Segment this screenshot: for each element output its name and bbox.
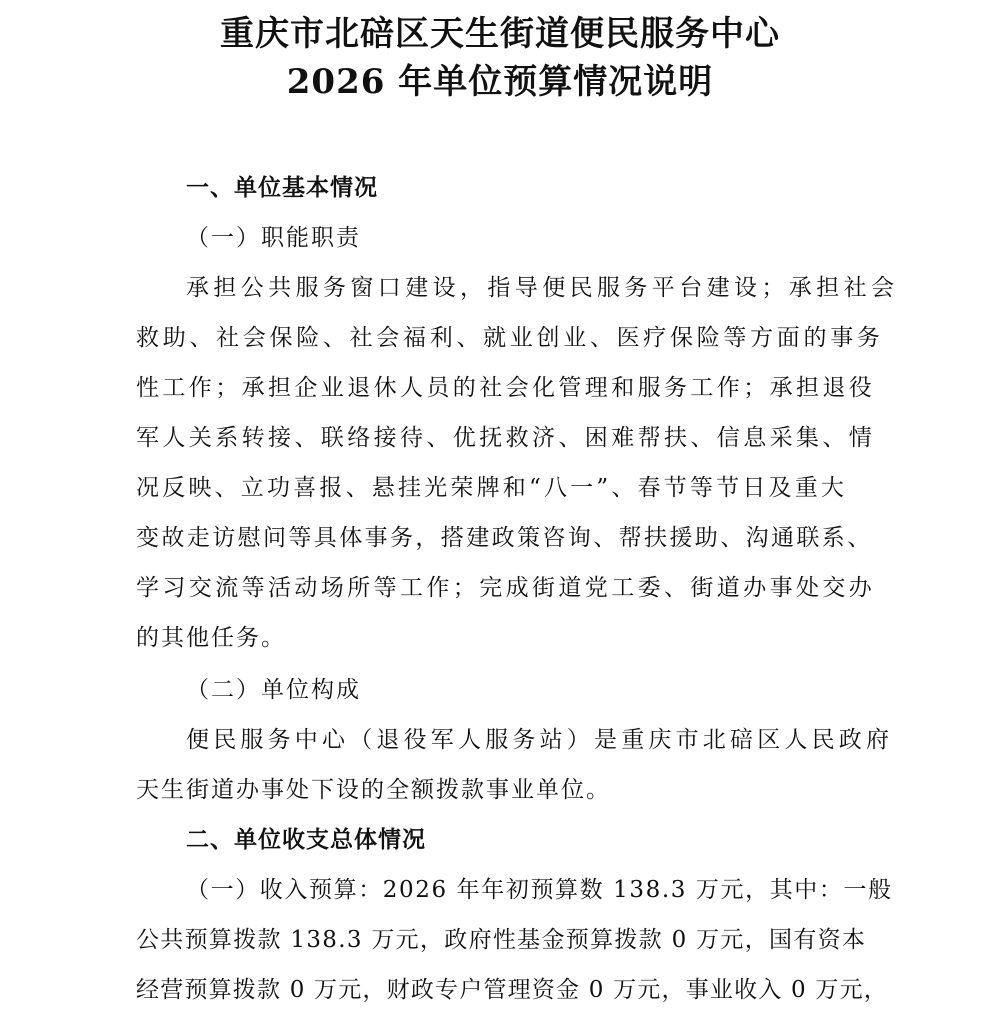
paragraph-line: 况反映、立功喜报、悬挂光荣牌和“八一”、春节等节日及重大 bbox=[136, 475, 848, 501]
paragraph-line: 军人关系转接、联络接待、优抚救济、困难帮扶、信息采集、情 bbox=[136, 425, 876, 451]
paragraph-line: 承担公共服务窗口建设，指导便民服务平台建设；承担社会 bbox=[186, 275, 899, 301]
document-title-line-1: 重庆市北碚区天生街道便民服务中心 bbox=[220, 14, 780, 54]
section-2-heading: 二、单位收支总体情况 bbox=[186, 826, 426, 853]
paragraph-line: 经营预算拨款 0 万元，财政专户管理资金 0 万元，事业收入 0 万元， bbox=[136, 977, 888, 1003]
section-1-2-heading: （二）单位构成 bbox=[186, 677, 361, 703]
document-title-line-2: 2026 年单位预算情况说明 bbox=[286, 62, 714, 102]
paragraph-line: 变故走访慰问等具体事务，搭建政策咨询、帮扶援助、沟通联系、 bbox=[136, 525, 873, 551]
paragraph-line: 的其他任务。 bbox=[136, 625, 286, 651]
paragraph-line: 性工作；承担企业退休人员的社会化管理和服务工作；承担退役 bbox=[136, 375, 876, 401]
paragraph-line: 天生街道办事处下设的全额拨款事业单位。 bbox=[136, 777, 611, 803]
paragraph-line: 救助、社会保险、社会福利、就业创业、医疗保险等方面的事务 bbox=[136, 325, 884, 351]
paragraph-line: （一）收入预算：2026 年年初预算数 138.3 万元，其中：一般 bbox=[186, 877, 893, 903]
section-1-1-heading: （一）职能职责 bbox=[186, 225, 361, 251]
paragraph-line: 公共预算拨款 138.3 万元，政府性基金预算拨款 0 万元，国有资本 bbox=[136, 927, 867, 953]
section-1-heading: 一、单位基本情况 bbox=[186, 174, 378, 201]
paragraph-line: 便民服务中心（退役军人服务站）是重庆市北碚区人民政府 bbox=[186, 727, 894, 753]
paragraph-line: 学习交流等活动场所等工作；完成街道党工委、街道办事处交办 bbox=[136, 575, 876, 601]
